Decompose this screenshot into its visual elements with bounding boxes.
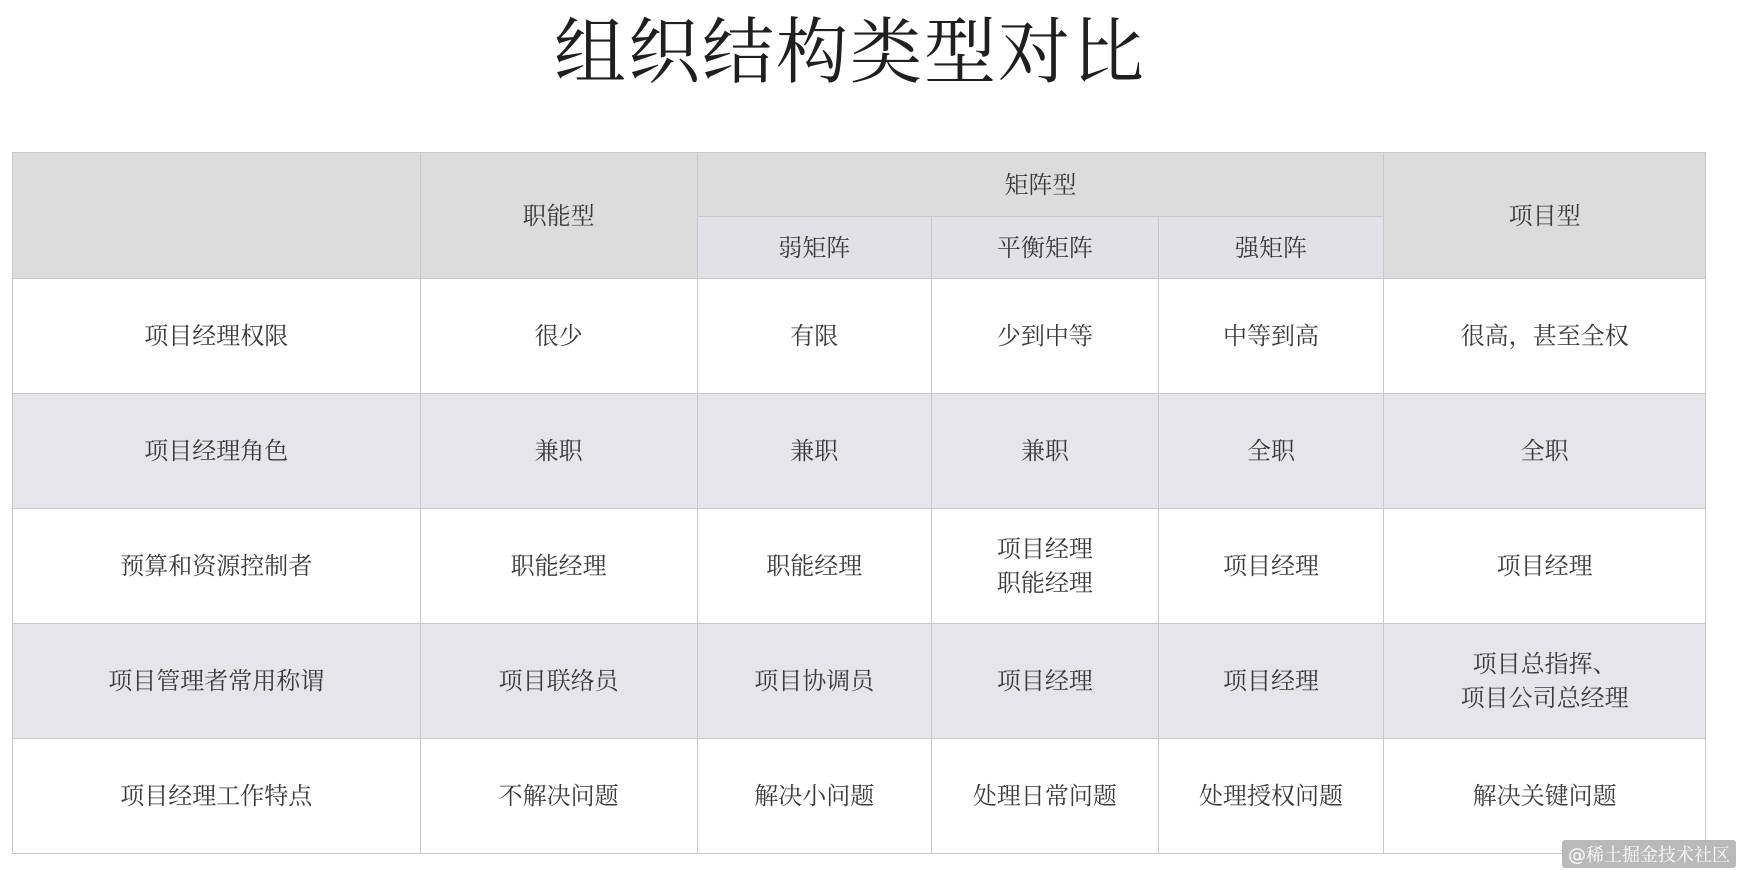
cell-strong-matrix: 全职 xyxy=(1158,394,1384,509)
cell-balanced-matrix: 少到中等 xyxy=(932,279,1159,394)
cell-functional: 很少 xyxy=(420,279,697,394)
cell-strong-matrix: 项目经理 xyxy=(1158,509,1384,624)
cell-balanced-matrix: 处理日常问题 xyxy=(932,739,1159,854)
cell-strong-matrix: 处理授权问题 xyxy=(1158,739,1384,854)
row-label: 项目管理者常用称谓 xyxy=(13,624,421,739)
cell-line: 项目公司总经理 xyxy=(1460,684,1629,712)
cell-strong-matrix: 中等到高 xyxy=(1158,279,1384,394)
cell-weak-matrix: 职能经理 xyxy=(697,509,932,624)
header-projectized: 项目型 xyxy=(1384,153,1706,279)
cell-projectized: 项目经理 xyxy=(1384,509,1706,624)
header-corner xyxy=(13,153,421,279)
cell-balanced-matrix: 兼职 xyxy=(932,394,1159,509)
cell-line: 项目经理 xyxy=(996,535,1093,563)
header-strong-matrix: 强矩阵 xyxy=(1158,217,1384,279)
cell-functional: 职能经理 xyxy=(420,509,697,624)
cell-balanced-matrix xyxy=(932,509,1159,624)
row-label: 项目经理权限 xyxy=(13,279,421,394)
cell-projectized: 解决关键问题 xyxy=(1384,739,1706,854)
table-row xyxy=(13,509,1706,624)
cell-strong-matrix: 项目经理 xyxy=(1158,624,1384,739)
table-row xyxy=(13,624,1706,739)
row-label: 预算和资源控制者 xyxy=(13,509,421,624)
row-label: 项目经理角色 xyxy=(13,394,421,509)
header-weak-matrix: 弱矩阵 xyxy=(697,217,932,279)
header-functional: 职能型 xyxy=(420,153,697,279)
row-label: 项目经理工作特点 xyxy=(13,739,421,854)
cell-balanced-matrix: 项目经理 xyxy=(932,624,1159,739)
cell-line: 职能经理 xyxy=(996,569,1093,597)
comparison-table xyxy=(12,152,1706,854)
table-row xyxy=(13,739,1706,854)
table-row xyxy=(13,279,1706,394)
cell-projectized: 很高，甚至全权 xyxy=(1384,279,1706,394)
table-header xyxy=(13,153,1706,279)
header-balanced-matrix: 平衡矩阵 xyxy=(932,217,1159,279)
page-title: 组织结构类型对比 xyxy=(553,10,1146,94)
cell-projectized: 全职 xyxy=(1384,394,1706,509)
cell-functional: 兼职 xyxy=(420,394,697,509)
cell-weak-matrix: 有限 xyxy=(697,279,932,394)
cell-weak-matrix: 兼职 xyxy=(697,394,932,509)
cell-weak-matrix: 解决小问题 xyxy=(697,739,932,854)
watermark: @稀土掘金技术社区 xyxy=(1562,840,1736,868)
cell-functional: 项目联络员 xyxy=(420,624,697,739)
header-matrix: 矩阵型 xyxy=(697,153,1384,217)
cell-functional: 不解决问题 xyxy=(420,739,697,854)
table-row xyxy=(13,394,1706,509)
cell-line: 项目总指挥、 xyxy=(1472,650,1617,678)
cell-projectized xyxy=(1384,624,1706,739)
cell-weak-matrix: 项目协调员 xyxy=(697,624,932,739)
